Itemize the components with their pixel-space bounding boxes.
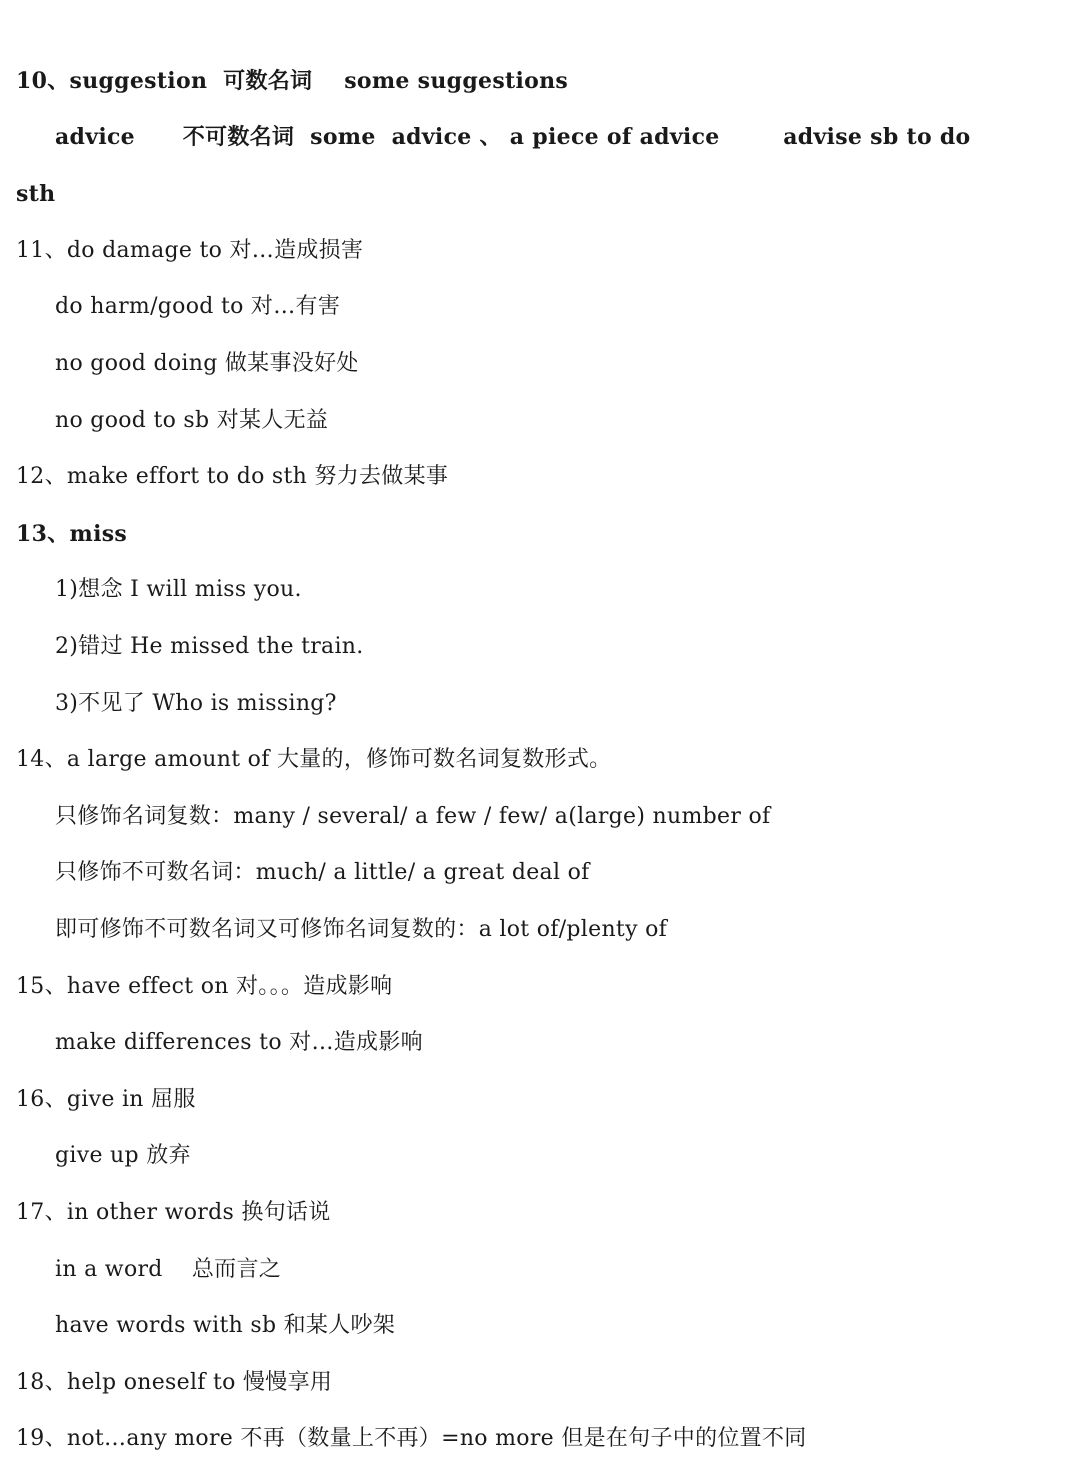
line-22: in a word 总而言之 xyxy=(55,1257,282,1282)
line-13: 14、a large amount of 大量的，修饰可数名词复数形式。 xyxy=(16,747,612,772)
line-4: 11、do damage to 对…造成损害 xyxy=(16,238,364,263)
line-24: 18、help oneself to 慢慢享用 xyxy=(16,1370,333,1395)
line-15: 只修饰不可数名词：much/ a little/ a great deal of xyxy=(55,860,590,885)
line-3: sth xyxy=(16,181,56,207)
line-1: 10、suggestion 可数名词 some suggestions xyxy=(16,68,569,94)
line-6: no good doing 做某事没好处 xyxy=(55,351,359,376)
line-12: 3)不见了 Who is missing? xyxy=(55,691,337,716)
line-17: 15、have effect on 对。。。造成影响 xyxy=(16,974,393,999)
line-21: 17、in other words 换句话说 xyxy=(16,1200,331,1225)
line-16: 即可修饰不可数名词又可修饰名词复数的：a lot of/plenty of xyxy=(55,917,668,942)
line-19: 16、give in 屈服 xyxy=(16,1087,196,1112)
line-2: advice 不可数名词 some advice 、 a piece of advice advise sb to do xyxy=(55,124,971,150)
line-10: 1)想念 I will miss you. xyxy=(55,577,302,602)
line-9: 13、miss xyxy=(16,521,128,547)
line-23: have words with sb 和某人吵架 xyxy=(55,1313,396,1338)
line-7: no good to sb 对某人无益 xyxy=(55,408,329,433)
line-11: 2)错过 He missed the train. xyxy=(55,634,364,659)
line-18: make differences to 对…造成影响 xyxy=(55,1030,423,1055)
line-8: 12、make effort to do sth 努力去做某事 xyxy=(16,464,449,489)
line-20: give up 放弃 xyxy=(55,1143,191,1168)
line-25: 19、not…any more 不再（数量上不再）=no more 但是在句子中的位置不同 xyxy=(16,1426,807,1451)
line-5: do harm/good to 对…有害 xyxy=(55,294,341,319)
line-14: 只修饰名词复数：many / several/ a few / few/ a(large) number of xyxy=(55,804,771,829)
